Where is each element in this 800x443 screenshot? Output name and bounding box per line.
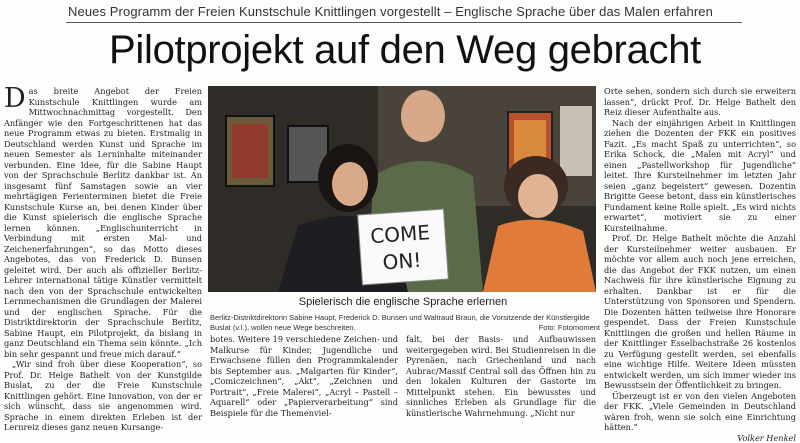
kicker-line: Neues Programm der Freien Kunstschule Knittlingen vorgestellt – Englische Sprache über das Malen erfahren (68, 4, 740, 19)
paragraph: botes. Weitere 19 verschiedene Zeichen- und Malkurse für Kinder, Jugendliche und Erwachsene füllen den Programmkalender bis September aus. „Malgarten für Kinder“, „Comiczeichnen“, „Akt“, „Zeichnen und Portrait“, „Freie Malerei“, „Acryl – Pastell – Aquarell“ oder „Papierverarbeitung“ sind Beispiele für die Themenviel- (210, 334, 398, 418)
paragraph: Orte sehen, sondern sich durch sie erweitern lassen“, drückt Prof. Dr. Helge Bathelt den Reiz dieser Aufenthalte aus. (604, 86, 796, 118)
painting-far-right (560, 106, 592, 176)
drop-cap: D (4, 88, 26, 110)
headline: Pilotprojekt auf den Weg gebracht (60, 26, 750, 74)
article-column-2 (210, 334, 398, 432)
photo-caption: Spielerisch die englische Sprache erlernen (210, 296, 596, 308)
paragraph: Überzeugt ist er von den vielen Angeboten der FKK. „Viele Gemeinden in Deutschland wären froh, wenn sie solch eine Einrichtung hätten.“ (604, 391, 796, 433)
photo-credit (210, 313, 600, 332)
photo-illustration (208, 86, 596, 292)
article-column-1 (4, 86, 202, 431)
sign-text-line1: COME (370, 220, 431, 248)
paragraph: Prof. Dr. Helge Bathelt möchte die Anzahl der Kursteilnehmer weiter ausbauen. Er möchte vor allem auch noch jene erreichen, die das Angebot der FKK nutzen, um einen Nachweis für ihre künstlerische Eignung zu erhalten. Dankbar ist er für die Unterstützung von Sponsoren und Spendern. Die Dozenten hätten teilweise ihre Honorare gespendet. Dass der Freien Kunstschule Knittlingen die großen und hellen Räume in der Knittlinger Esselbachstraße 26 kostenlos zu Verfügung gestellt werden, sei ebenfalls eine wichtige Hilfe. Weitere Ideen müssten entwickelt werden, um sich immer wieder ins Bewusstsein der Öffentlichkeit zu bringen. (604, 233, 796, 391)
sign-text-line2: ON! (382, 248, 422, 275)
photo-source: Foto: Fotomoment (539, 323, 600, 333)
paragraph: „Wir sind froh über diese Kooperation“, so Prof. Dr. Helge Bathelt von der Kunstgilde Buslat, zu der die Freie Kunstschule Knittlingen gehört. Eine Innovation, von der er sich wünscht, dass sie angenommen wird. Sprache in einem direkten Erleben ist der Lernreiz dieses ganz neuen Kursange- (4, 359, 202, 433)
credit-text: Berlitz-Distriktdirektorin Sabine Haupt, Frederick D. Bunsen und Waltraud Braun, die Vorsitzende der Künstlergilde Buslat (v.l.), wollen neue Wege beschreiten. (210, 313, 590, 332)
article-photo (208, 86, 596, 292)
paragraph: Nach der einjährigen Arbeit in Knittlingen ziehen die Dozenten der FKK ein positives Fazit. „Es macht Spaß zu unterrichten“, so Erika Schock, die „Malen mit Acryl“ und einen „Pastellworkshop für Jugendliche“ leitet. Ihre Kursteilnehmer im letzten Jahr seien „ganz begeistert“ gewesen. Dozentin Brigitte Geese betont, dass ein künstlerisches Fundament keine Rolle spielt. „Es wird nichts erwartet“, motiviert sie zu einer Kursteilnahme. (604, 118, 796, 234)
paragraph: falt, bei der Basis- und Aufbauwissen weitergegeben wird. Bei Studienreisen in die Pyrenäen, nach Griechenland und nach Aubrac/Massif Central soll das Öffnen hin zu den lokalen Kulturen der Gastorte im Mittelpunkt stehen. Ein bewusstes und sinnliches Erleben als Grundlage für die künstlerische Wahrnehmung. „Nicht nur (406, 334, 596, 418)
author-byline: Volker Henkel (604, 433, 796, 443)
article-column-3 (406, 334, 596, 432)
article-column-4 (604, 86, 796, 432)
paragraph-lead (4, 86, 202, 359)
person-man (401, 90, 445, 142)
lead-text: as breite Angebot der Freien Kunstschule Knittlingen wurde am Mittwochnachmittag vorgestellt. Den Anfänger wie den Fortgeschrittenen hat das neue Programm etwas zu bieten. Erstmalig in Deutschland werden Kunst und Sprache im neuen Semester als Lerninhalte miteinander verbunden. Eine Idee, für die Sabine Haupt von der Sprachschule Berlitz dankbar ist. An insgesamt fünf Samstagen sowie an vier mehrtägigen Ferienterminen bietet die Freie Kunstschule Kurse an, bei denen Kinder über die Kunst spielerisch die englische Sprache lernen können. „Englischunterricht in Verbindung mit ersten Mal- und Zeichenerfahrungen“, so das Motto dieses Angebotes, das von Frederick D. Bunsen geleitet wird. Der auch als offizieller Berlitz-Lehrer international tätige Künstler vermittelt nach den von der Sprachschule entwickelten Lernmechanismen die Grundlagen der Malerei und der englischen Sprache. Für die Distriktdirektorin der Sprachschule Berlitz, Sabine Haupt, ein Pilotprojekt, da bislang in ganz Deutschland ein Thema sein könnte. „Ich bin sehr gespannt und freue mich darauf.“ (4, 86, 202, 359)
kicker-rule (66, 22, 742, 23)
